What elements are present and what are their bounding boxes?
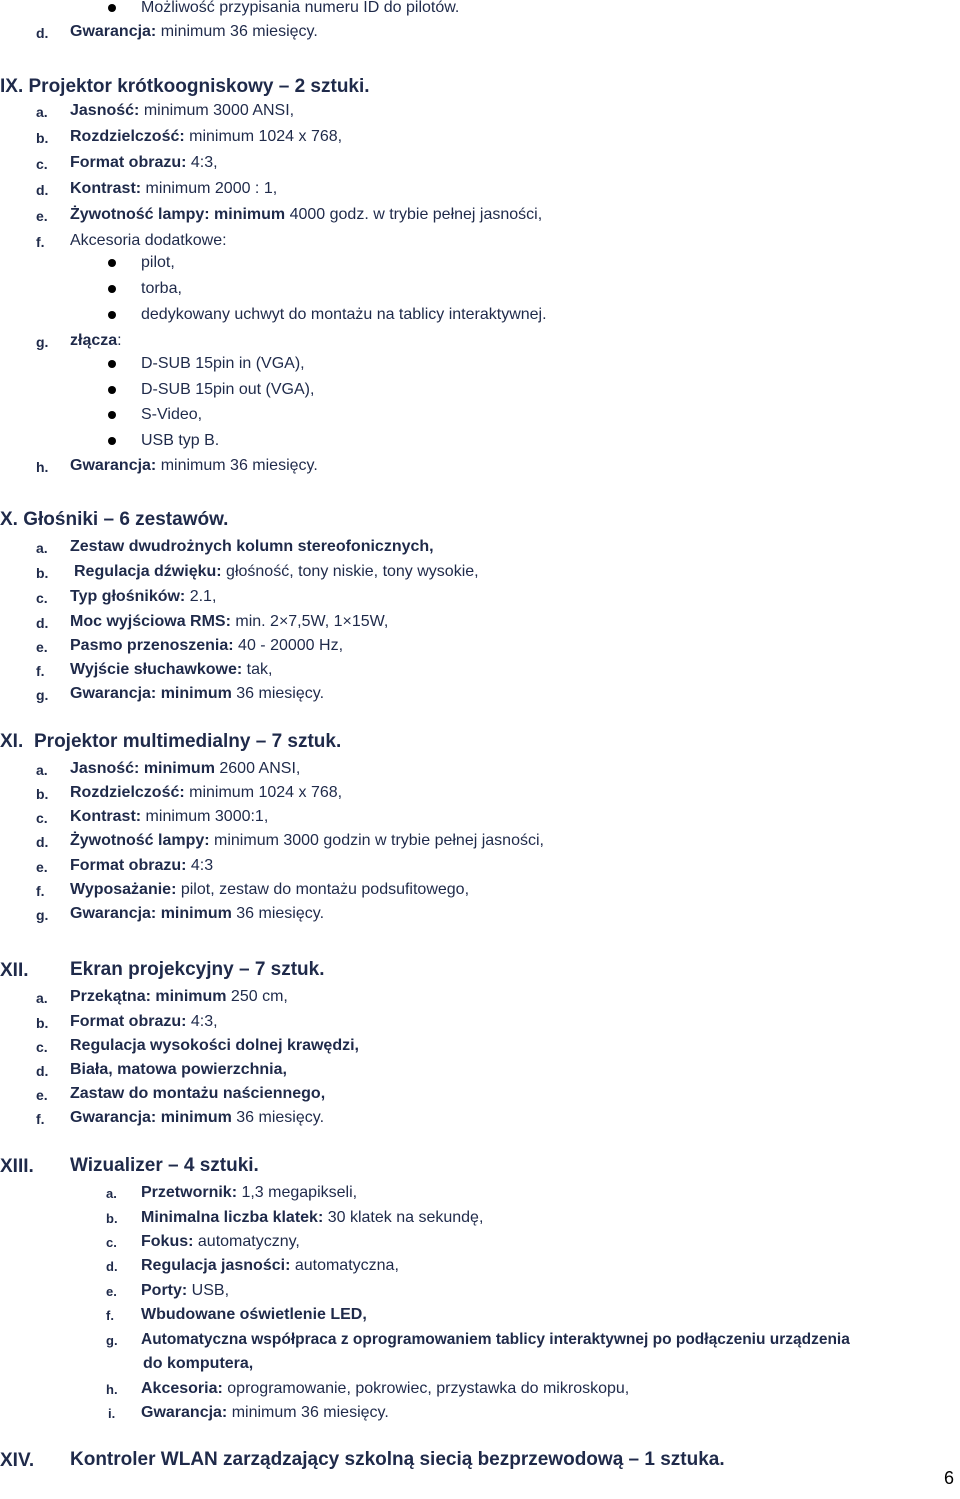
bullet-text: S-Video,: [141, 406, 203, 423]
item-label: b.: [36, 1015, 49, 1031]
item-text: Fokus: automatyczny,: [141, 1233, 300, 1250]
item-label: c.: [36, 590, 48, 606]
item-text: Gwarancja: minimum 36 miesięcy.: [70, 1109, 325, 1126]
item-text: Jasność: minimum 3000 ANSI,: [70, 102, 295, 119]
item-text: Format obrazu: 4:3,: [70, 1013, 218, 1030]
item-label: g.: [36, 334, 49, 350]
item-text: złącza:: [70, 332, 122, 349]
item-label: f.: [106, 1308, 114, 1323]
bullet-text: torba,: [141, 280, 182, 297]
item-label: h.: [106, 1382, 118, 1397]
item-text: Automatyczna współpraca z oprogramowaniem tablicy interaktywnej po podłączeniu urządzenia: [141, 1331, 850, 1348]
bullet-text: dedykowany uchwyt do montażu na tablicy interaktywnej.: [141, 306, 547, 323]
item-text: Przetwornik: 1,3 megapikseli,: [141, 1184, 358, 1201]
section-number: XIII.: [0, 1156, 34, 1177]
item-text: Gwarancja: minimum 36 miesięcy.: [141, 1404, 389, 1421]
bullet-text: D-SUB 15pin in (VGA),: [141, 355, 305, 372]
item-label: d.: [36, 615, 49, 631]
item-text: Przekątna: minimum 250 cm,: [70, 988, 288, 1005]
item-label: i.: [108, 1406, 116, 1421]
section-title: Projektor multimedialny – 7 sztuk.: [34, 731, 342, 752]
item-label: a.: [106, 1186, 117, 1201]
item-label: d.: [36, 1063, 49, 1079]
bullet: [108, 386, 116, 394]
item-text: Wyposażanie: pilot, zestaw do montażu podsufitowego,: [70, 881, 470, 898]
bullet: [108, 437, 116, 445]
item-text: Rozdzielczość: minimum 1024 x 768,: [70, 128, 343, 145]
bullet-text: pilot,: [141, 254, 175, 271]
item-label: a.: [36, 540, 48, 556]
item-label: c.: [36, 156, 48, 172]
item-text: Biała, matowa powierzchnia,: [70, 1061, 287, 1078]
item-label: e.: [106, 1284, 117, 1299]
bullet: [108, 4, 116, 12]
section-number: XI.: [0, 731, 24, 752]
item-label: e.: [36, 208, 48, 224]
item-label: c.: [36, 810, 48, 826]
bullet: [108, 259, 116, 267]
bullet: [108, 311, 116, 319]
item-label: e.: [36, 859, 48, 875]
item-label: b.: [36, 130, 49, 146]
item-text: Gwarancja: minimum 36 miesięcy.: [70, 23, 318, 40]
item-label: a.: [36, 104, 48, 120]
item-text: Kontrast: minimum 2000 : 1,: [70, 180, 278, 197]
item-text: Regulacja jasności: automatyczna,: [141, 1257, 399, 1274]
item-text: Typ głośników: 2.1,: [70, 588, 217, 605]
item-text: Wyjście słuchawkowe: tak,: [70, 661, 273, 678]
item-label: a.: [36, 990, 48, 1006]
item-label: e.: [36, 1087, 48, 1103]
item-text: Jasność: minimum 2600 ANSI,: [70, 760, 301, 777]
section-title: IX. Projektor krótkoogniskowy – 2 sztuki.: [0, 76, 370, 97]
bullet-text: USB typ B.: [141, 432, 220, 449]
bullet: [108, 285, 116, 293]
section-number: XIV.: [0, 1450, 35, 1471]
item-label: b.: [36, 565, 49, 581]
item-label: f.: [36, 663, 45, 679]
item-text: Kontrast: minimum 3000:1,: [70, 808, 269, 825]
item-label: d.: [106, 1259, 118, 1274]
bullet-text: Możliwość przypisania numeru ID do pilotów.: [141, 0, 460, 16]
item-text: Moc wyjściowa RMS: min. 2×7,5W, 1×15W,: [70, 613, 389, 630]
section-title: X. Głośniki – 6 zestawów.: [0, 509, 229, 530]
section-number: XII.: [0, 960, 29, 981]
item-label: f.: [36, 883, 45, 899]
item-label: f.: [36, 234, 45, 250]
item-label: c.: [36, 1039, 48, 1055]
item-label: b.: [106, 1211, 118, 1226]
item-text: Gwarancja: minimum 36 miesięcy.: [70, 685, 325, 702]
section-title: Ekran projekcyjny – 7 sztuk.: [70, 959, 325, 980]
item-text: Regulacja dźwięku: głośność, tony niskie, tony wysokie,: [74, 563, 479, 580]
item-text: Rozdzielczość: minimum 1024 x 768,: [70, 784, 343, 801]
item-label: c.: [106, 1235, 117, 1250]
item-text: Żywotność lampy: minimum 4000 godz. w trybie pełnej jasności,: [70, 206, 543, 223]
section-title: Wizualizer – 4 sztuki.: [70, 1155, 259, 1176]
item-label: d.: [36, 834, 49, 850]
item-label: d.: [36, 25, 49, 41]
item-text: Żywotność lampy: minimum 3000 godzin w trybie pełnej jasności,: [70, 832, 544, 849]
item-text: Format obrazu: 4:3,: [70, 154, 218, 171]
item-text: Pasmo przenoszenia: 40 - 20000 Hz,: [70, 637, 344, 654]
item-text: Format obrazu: 4:3: [70, 857, 214, 874]
item-label: b.: [36, 786, 49, 802]
item-label: h.: [36, 459, 49, 475]
bullet: [108, 411, 116, 419]
item-text: Gwarancja: minimum 36 miesięcy.: [70, 457, 318, 474]
item-text: Zestaw dwudrożnych kolumn stereofonicznych,: [70, 538, 434, 555]
item-text: Zastaw do montażu naściennego,: [70, 1085, 326, 1102]
item-text: Wbudowane oświetlenie LED,: [141, 1306, 367, 1323]
item-text: Regulacja wysokości dolnej krawędzi,: [70, 1037, 359, 1054]
item-label: a.: [36, 762, 48, 778]
page-number: 6: [943, 1468, 954, 1488]
item-text: Minimalna liczba klatek: 30 klatek na sekundę,: [141, 1209, 484, 1226]
item-text-continued: do komputera,: [143, 1355, 254, 1372]
bullet: [108, 360, 116, 368]
item-label: d.: [36, 182, 49, 198]
item-label: g.: [36, 687, 49, 703]
item-label: e.: [36, 639, 48, 655]
item-text: Akcesoria: oprogramowanie, pokrowiec, przystawka do mikroskopu,: [141, 1380, 630, 1397]
item-text: Gwarancja: minimum 36 miesięcy.: [70, 905, 325, 922]
item-label: g.: [106, 1333, 118, 1348]
item-text: Porty: USB,: [141, 1282, 230, 1299]
bullet-text: D-SUB 15pin out (VGA),: [141, 381, 315, 398]
item-text: Akcesoria dodatkowe:: [70, 232, 227, 249]
section-title: Kontroler WLAN zarządzający szkolną siecią bezprzewodową – 1 sztuka.: [70, 1449, 725, 1470]
item-label: f.: [36, 1111, 45, 1127]
item-label: g.: [36, 907, 49, 923]
